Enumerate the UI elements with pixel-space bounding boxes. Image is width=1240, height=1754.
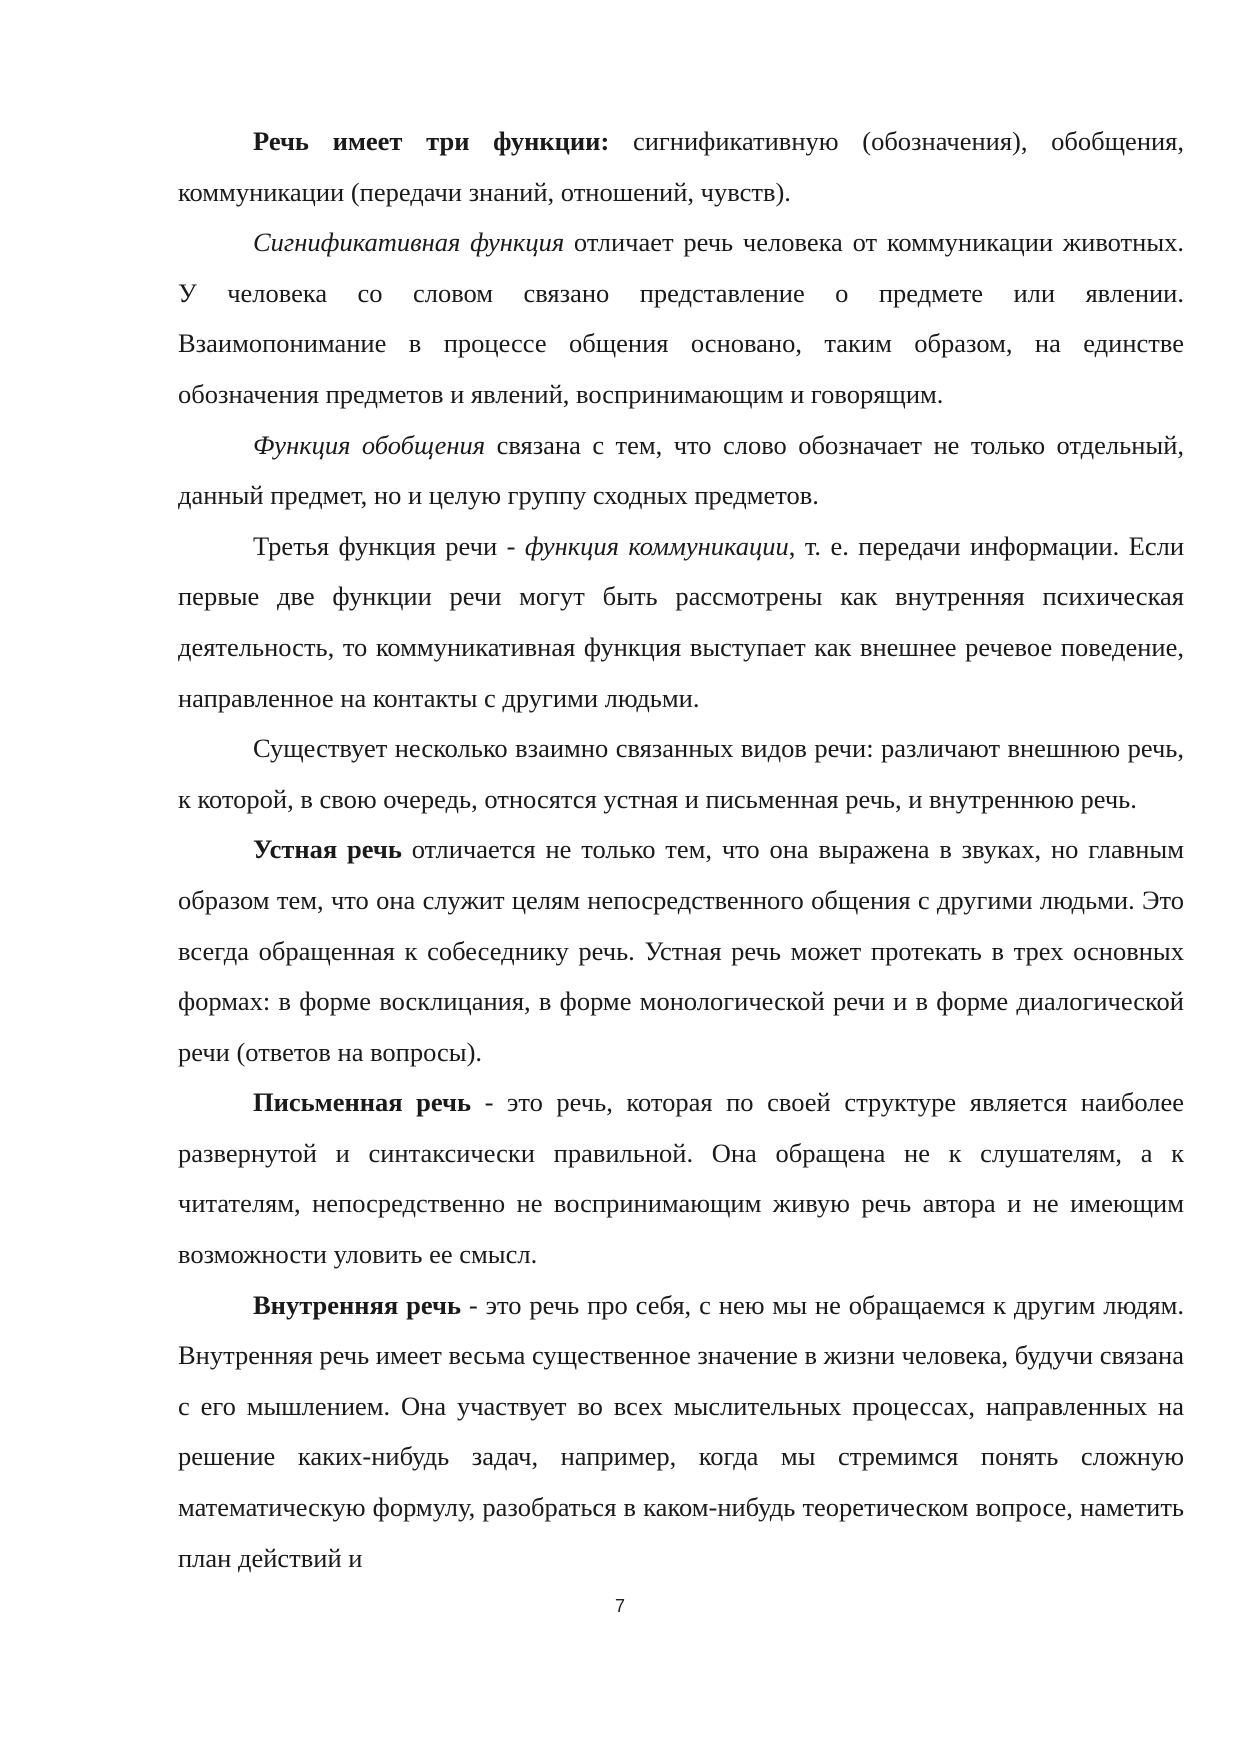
paragraph-communication-function — [178, 521, 1184, 723]
bold-term: Письменная речь — [253, 1087, 471, 1118]
document-body — [178, 116, 1184, 1583]
paragraph-text: Третья функция речи - — [253, 530, 525, 561]
bold-term: Речь имеет три функции: — [253, 126, 610, 156]
paragraph-text: сигнификативную (обозначения), обобщения, коммуникации (передачи знаний, отношений, чувств). — [178, 126, 1184, 207]
paragraph-text: отличается не только тем, что она выражена в звуках, но главным образом тем, что она служит целям непосредственного общения с другими людьми. Это всегда обращенная к собеседнику речь. Устная речь может протекать в трех основных формах: в форме восклицания, в форме монологической речи и в форме диалогической речи (ответов на вопросы). — [178, 834, 1184, 1067]
paragraph-text: Существует несколько взаимно связанных видов речи: различают внешнюю речь, к которой, в свою очередь, относятся устная и письменная речь, и внутреннюю речь. — [178, 733, 1184, 814]
paragraph-significative-function — [178, 217, 1184, 419]
paragraph-inner-speech — [178, 1280, 1184, 1584]
italic-term: функция коммуникации — [524, 530, 789, 561]
paragraph-text: отличает речь человека от коммуникации животных. У человека со словом связано представление о предмете или явлении. Взаимопонимание в процессе общения основано, таким образом, на единстве обозначения предметов и явлений, воспринимающим и говорящим. — [178, 227, 1185, 409]
italic-term: Сигнификативная функция — [253, 227, 565, 258]
paragraph-text: связана с тем, что слово обозначает не только отдельный, данный предмет, но и целую группу сходных предметов. — [178, 429, 1184, 511]
italic-term: Функция обобщения — [253, 429, 486, 460]
bold-term: Устная речь — [253, 834, 402, 865]
paragraph-text: , т. е. передачи информации. Если первые две функции речи могут быть рассмотрены как внутренняя психическая деятельность, то коммуникативная функция выступает как внешнее речевое поведение, направленное на контакты с другими людьми. — [178, 530, 1185, 713]
paragraph-text: - это речь про себя, с нею мы не обращаемся к другим людям. Внутренняя речь имеет весьма существенное значение в жизни человека, будучи связана с его мышлением. Она участвует во всех мыслительных процессах, направленных на решение каких-нибудь задач, например, когда мы стремимся понять сложную математическую формулу, разобраться в каком-нибудь теоретическом вопросе, наметить план действий и — [178, 1289, 1184, 1573]
bold-term: Внутренняя речь — [253, 1289, 461, 1320]
paragraph-speech-functions — [178, 116, 1184, 217]
paragraph-generalization-function — [178, 420, 1184, 521]
page-number: 7 — [614, 1596, 625, 1616]
paragraph-oral-speech — [178, 824, 1184, 1077]
paragraph-written-speech — [178, 1077, 1184, 1279]
paragraph-speech-types — [178, 723, 1184, 824]
paragraph-text: - это речь, которая по своей структуре является наиболее развернутой и синтаксически правильной. Она обращена не к слушателям, а к читателям, непосредственно не воспринимающим живую речь автора и не имеющим возможности уловить ее смысл. — [178, 1087, 1184, 1270]
